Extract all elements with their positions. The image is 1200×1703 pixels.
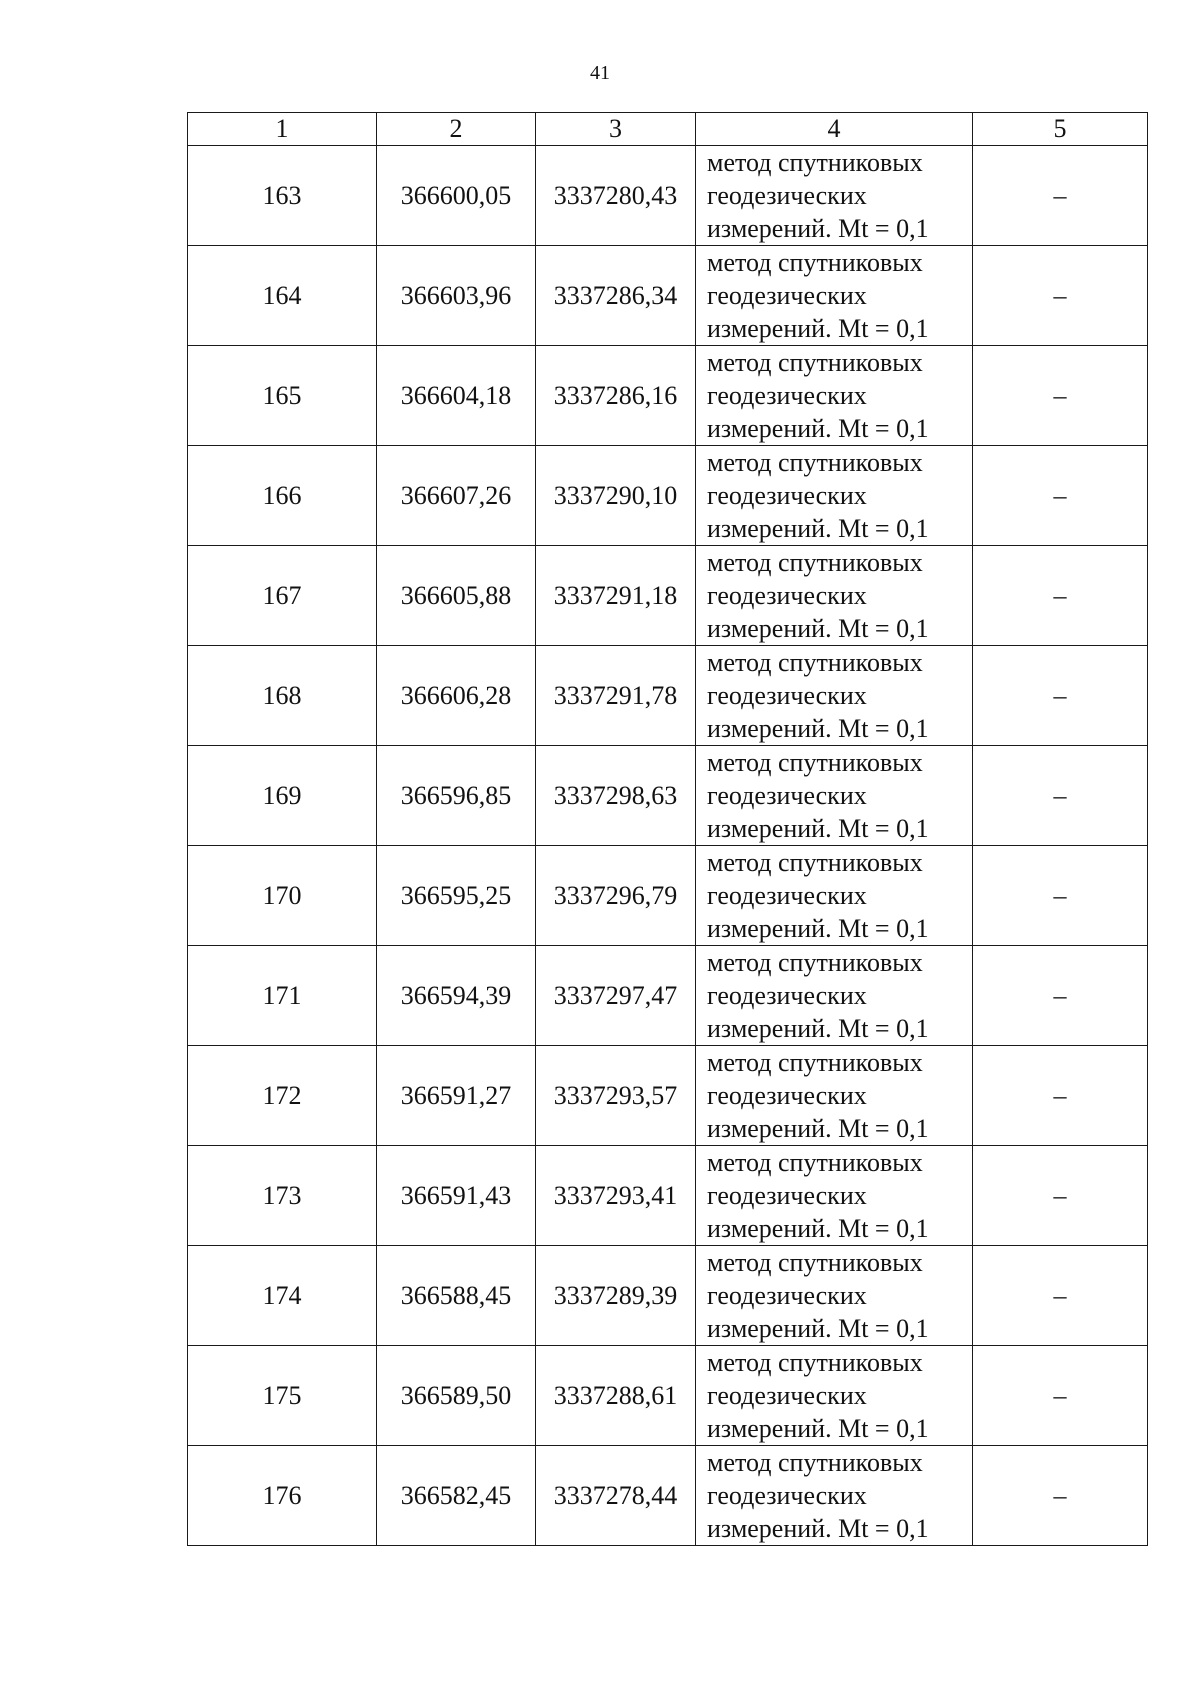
method-cell	[696, 1046, 973, 1146]
x-coordinate-cell: 366606,28	[377, 646, 536, 746]
note-cell: –	[973, 346, 1148, 446]
note-cell: –	[973, 146, 1148, 246]
x-coordinate-cell: 366594,39	[377, 946, 536, 1046]
method-text-line: измерений. Mt = 0,1	[707, 1514, 929, 1543]
method-text-line: измерений. Mt = 0,1	[707, 814, 929, 843]
x-coordinate-cell: 366591,43	[377, 1146, 536, 1246]
method-cell	[696, 946, 973, 1046]
table-row	[188, 346, 1148, 446]
method-text-line: геодезических	[707, 881, 867, 910]
note-cell: –	[973, 1146, 1148, 1246]
method-text-line: геодезических	[707, 1281, 867, 1310]
y-coordinate-cell: 3337286,34	[536, 246, 696, 346]
header-cell-1: 1	[188, 113, 377, 146]
method-text-line: метод спутниковых	[707, 848, 923, 877]
method-text-line: геодезических	[707, 981, 867, 1010]
y-coordinate-cell: 3337289,39	[536, 1246, 696, 1346]
method-text-line: измерений. Mt = 0,1	[707, 614, 929, 643]
point-number-cell: 169	[188, 746, 377, 846]
y-coordinate-cell: 3337297,47	[536, 946, 696, 1046]
coordinates-table	[187, 112, 1148, 1546]
method-text-line: метод спутниковых	[707, 248, 923, 277]
table-row	[188, 1046, 1148, 1146]
y-coordinate-cell: 3337298,63	[536, 746, 696, 846]
x-coordinate-cell: 366595,25	[377, 846, 536, 946]
method-text-line: геодезических	[707, 1081, 867, 1110]
method-text-line: метод спутниковых	[707, 948, 923, 977]
header-cell-3: 3	[536, 113, 696, 146]
method-text-line: измерений. Mt = 0,1	[707, 1014, 929, 1043]
point-number-cell: 175	[188, 1346, 377, 1446]
method-text-line: метод спутниковых	[707, 1448, 923, 1477]
point-number-cell: 168	[188, 646, 377, 746]
method-text-line: метод спутниковых	[707, 148, 923, 177]
method-text-line: геодезических	[707, 1181, 867, 1210]
method-cell	[696, 146, 973, 246]
method-text-line: измерений. Mt = 0,1	[707, 714, 929, 743]
point-number-cell: 163	[188, 146, 377, 246]
header-cell-5: 5	[973, 113, 1148, 146]
x-coordinate-cell: 366589,50	[377, 1346, 536, 1446]
method-cell	[696, 846, 973, 946]
y-coordinate-cell: 3337293,57	[536, 1046, 696, 1146]
point-number-cell: 173	[188, 1146, 377, 1246]
note-cell: –	[973, 446, 1148, 546]
method-text-line: геодезических	[707, 581, 867, 610]
method-cell	[696, 246, 973, 346]
x-coordinate-cell: 366607,26	[377, 446, 536, 546]
table-row	[188, 1246, 1148, 1346]
y-coordinate-cell: 3337278,44	[536, 1446, 696, 1546]
method-text-line: геодезических	[707, 381, 867, 410]
method-cell	[696, 446, 973, 546]
point-number-cell: 170	[188, 846, 377, 946]
method-text-line: геодезических	[707, 681, 867, 710]
note-cell: –	[973, 246, 1148, 346]
x-coordinate-cell: 366591,27	[377, 1046, 536, 1146]
method-text-line: метод спутниковых	[707, 1148, 923, 1177]
note-cell: –	[973, 1446, 1148, 1546]
table-body	[188, 146, 1148, 1546]
y-coordinate-cell: 3337288,61	[536, 1346, 696, 1446]
header-row	[188, 113, 1148, 146]
table-row	[188, 1346, 1148, 1446]
point-number-cell: 166	[188, 446, 377, 546]
header-cell-4: 4	[696, 113, 973, 146]
table-row	[188, 746, 1148, 846]
y-coordinate-cell: 3337280,43	[536, 146, 696, 246]
method-cell	[696, 746, 973, 846]
method-text-line: геодезических	[707, 181, 867, 210]
table-row	[188, 846, 1148, 946]
method-cell	[696, 546, 973, 646]
note-cell: –	[973, 946, 1148, 1046]
method-text-line: измерений. Mt = 0,1	[707, 1314, 929, 1343]
point-number-cell: 172	[188, 1046, 377, 1146]
y-coordinate-cell: 3337291,78	[536, 646, 696, 746]
method-text-line: метод спутниковых	[707, 748, 923, 777]
table-row	[188, 146, 1148, 246]
method-text-line: метод спутниковых	[707, 548, 923, 577]
method-cell	[696, 346, 973, 446]
note-cell: –	[973, 846, 1148, 946]
table-row	[188, 546, 1148, 646]
header-cell-2: 2	[377, 113, 536, 146]
method-text-line: геодезических	[707, 781, 867, 810]
method-text-line: метод спутниковых	[707, 1048, 923, 1077]
table-row	[188, 946, 1148, 1046]
x-coordinate-cell: 366604,18	[377, 346, 536, 446]
y-coordinate-cell: 3337286,16	[536, 346, 696, 446]
y-coordinate-cell: 3337290,10	[536, 446, 696, 546]
point-number-cell: 174	[188, 1246, 377, 1346]
note-cell: –	[973, 546, 1148, 646]
method-text-line: метод спутниковых	[707, 1348, 923, 1377]
table-row	[188, 1446, 1148, 1546]
note-cell: –	[973, 1346, 1148, 1446]
method-text-line: измерений. Mt = 0,1	[707, 414, 929, 443]
x-coordinate-cell: 366605,88	[377, 546, 536, 646]
point-number-cell: 165	[188, 346, 377, 446]
method-text-line: измерений. Mt = 0,1	[707, 214, 929, 243]
table-header	[188, 113, 1148, 146]
method-text-line: геодезических	[707, 481, 867, 510]
method-cell	[696, 1146, 973, 1246]
method-text-line: геодезических	[707, 1481, 867, 1510]
method-cell	[696, 1446, 973, 1546]
note-cell: –	[973, 746, 1148, 846]
point-number-cell: 167	[188, 546, 377, 646]
point-number-cell: 164	[188, 246, 377, 346]
method-text-line: геодезических	[707, 1381, 867, 1410]
table-row	[188, 646, 1148, 746]
y-coordinate-cell: 3337296,79	[536, 846, 696, 946]
x-coordinate-cell: 366596,85	[377, 746, 536, 846]
method-text-line: метод спутниковых	[707, 648, 923, 677]
y-coordinate-cell: 3337293,41	[536, 1146, 696, 1246]
method-text-line: измерений. Mt = 0,1	[707, 514, 929, 543]
table-row	[188, 446, 1148, 546]
note-cell: –	[973, 646, 1148, 746]
page-number: 41	[590, 62, 610, 84]
method-cell	[696, 1346, 973, 1446]
note-cell: –	[973, 1046, 1148, 1146]
note-cell: –	[973, 1246, 1148, 1346]
y-coordinate-cell: 3337291,18	[536, 546, 696, 646]
method-text-line: метод спутниковых	[707, 348, 923, 377]
x-coordinate-cell: 366582,45	[377, 1446, 536, 1546]
x-coordinate-cell: 366603,96	[377, 246, 536, 346]
method-text-line: измерений. Mt = 0,1	[707, 914, 929, 943]
table-row	[188, 1146, 1148, 1246]
method-cell	[696, 1246, 973, 1346]
method-text-line: измерений. Mt = 0,1	[707, 1114, 929, 1143]
point-number-cell: 176	[188, 1446, 377, 1546]
table-row	[188, 246, 1148, 346]
method-text-line: метод спутниковых	[707, 1248, 923, 1277]
method-cell	[696, 646, 973, 746]
x-coordinate-cell: 366600,05	[377, 146, 536, 246]
x-coordinate-cell: 366588,45	[377, 1246, 536, 1346]
method-text-line: метод спутниковых	[707, 448, 923, 477]
method-text-line: измерений. Mt = 0,1	[707, 1214, 929, 1243]
point-number-cell: 171	[188, 946, 377, 1046]
method-text-line: измерений. Mt = 0,1	[707, 314, 929, 343]
method-text-line: геодезических	[707, 281, 867, 310]
method-text-line: измерений. Mt = 0,1	[707, 1414, 929, 1443]
